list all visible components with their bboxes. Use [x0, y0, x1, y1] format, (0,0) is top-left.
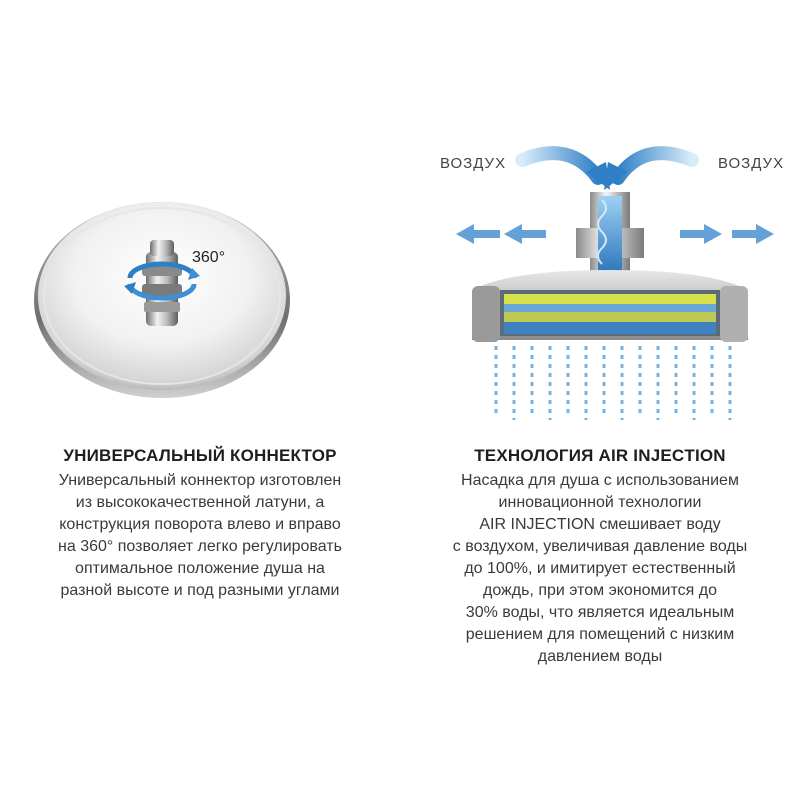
description-line: Насадка для душа с использованием — [461, 472, 739, 489]
description-line: с воздухом, увеличивая давление воды — [452, 538, 748, 555]
air-inflow-arrow-right-icon — [604, 153, 692, 190]
description-line: оптимальное положение душа на — [75, 560, 325, 577]
description-line: до 100%, и имитирует естественный — [464, 560, 736, 577]
connector-title: УНИВЕРСАЛЬНЫЙ КОННЕКТОР — [63, 446, 337, 465]
air-injection-title: ТЕХНОЛОГИЯ AIR INJECTION — [474, 446, 726, 465]
description-line: на 360° позволяет легко регулировать — [58, 538, 342, 555]
water-streams — [496, 346, 730, 420]
outflow-arrows-left-icon — [456, 224, 546, 244]
description-line: давлением воды — [537, 648, 663, 665]
connector-illustration — [0, 0, 400, 440]
outflow-arrows-right-icon — [680, 224, 774, 244]
connector-description — [0, 470, 400, 602]
description-line: Универсальный коннектор изготовлен — [58, 472, 342, 489]
description-line: 30% воды, что является идеальным — [465, 604, 735, 621]
air-label-left: ВОЗДУХ — [440, 155, 507, 172]
rotation-label: 360° — [192, 249, 226, 266]
description-line: конструкция поворота влево и вправо — [59, 516, 341, 533]
description-line: инновационной технологии — [498, 494, 702, 511]
description-line: разной высоте и под разными углами — [60, 582, 340, 599]
description-line: AIR INJECTION смешивает воду — [479, 516, 721, 533]
air-inflow-arrow-left-icon — [522, 153, 610, 190]
air-injection-description — [400, 470, 800, 668]
air-label-right: ВОЗДУХ — [718, 155, 785, 172]
description-line: решением для помещений с низким — [465, 626, 735, 643]
air-injection-illustration — [400, 0, 800, 440]
description-line: дождь, при этом экономится до — [483, 582, 717, 599]
description-line: из высококачественной латуни, а — [75, 494, 325, 511]
air-injection-feature — [400, 0, 800, 800]
shower-head-cutaway — [472, 270, 748, 342]
shower-neck — [576, 192, 644, 272]
